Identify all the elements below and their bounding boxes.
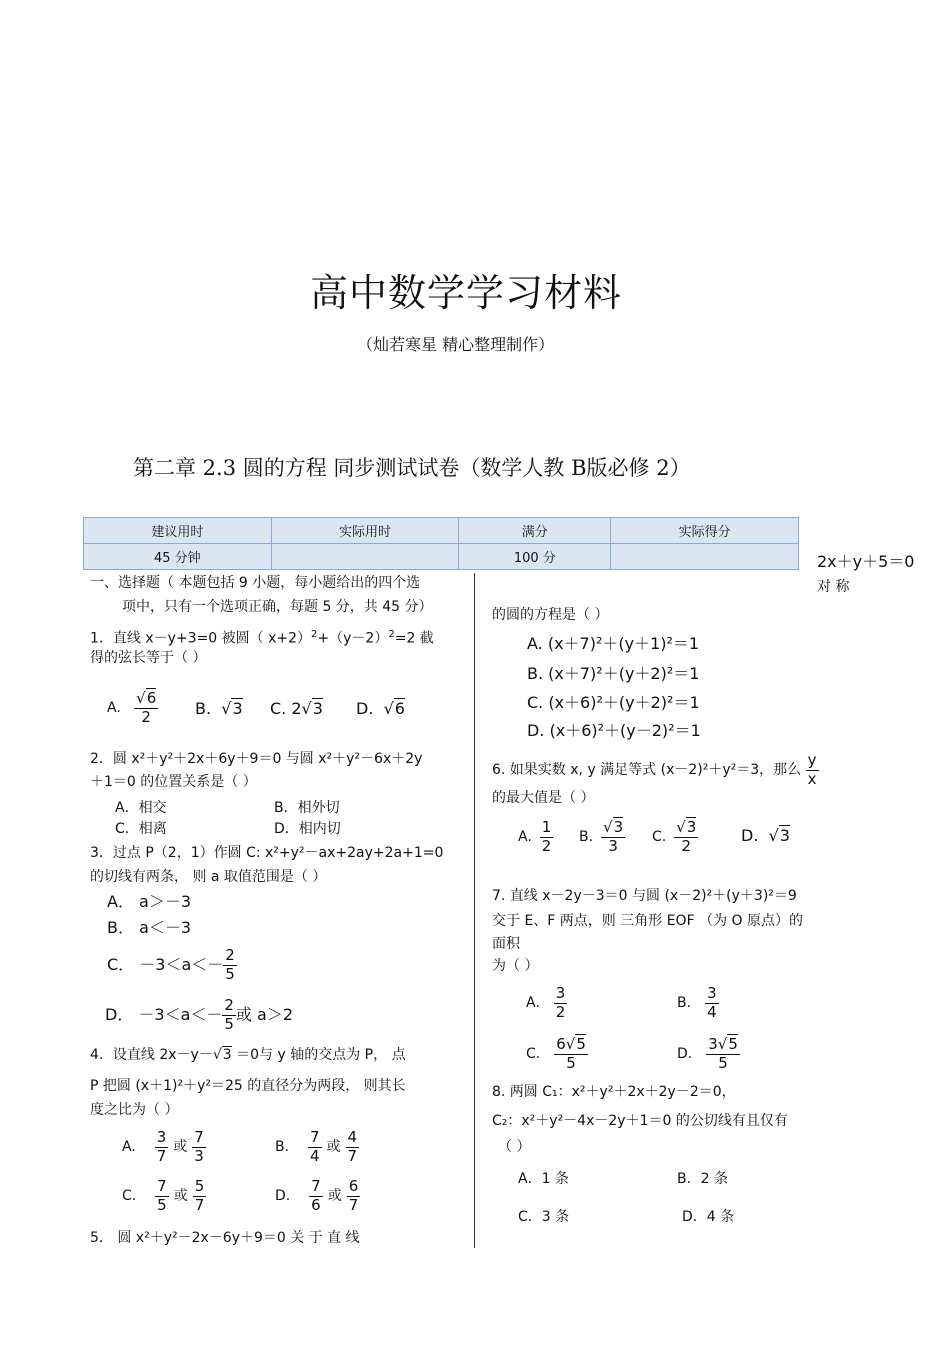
q8-option-d: D．4 条 — [682, 1209, 735, 1225]
q6-stem-line2: 的最大值是（ ） — [492, 790, 595, 806]
q7-option-d-label: D. — [677, 1046, 693, 1062]
header-actual-time: 实际用时 — [271, 518, 459, 544]
q7-option-c-label: C. — [526, 1046, 541, 1062]
q4-option-d: D. $\frac{7}{6}$ 或 $\frac{6}{7}$ — [275, 1177, 359, 1214]
q6-option-b: B. $\frac{√3}{3}$ — [579, 818, 624, 855]
q1-option-c: C. 2√3 — [270, 699, 323, 718]
q6-frac-d: x — [807, 769, 817, 788]
document-title: 高中数学学习材料 — [310, 271, 623, 315]
q5-option-b: B. (x＋7)²＋(y＋2)²＝1 — [527, 664, 700, 683]
q7-option-d: D. $\frac{3√5}{5}$ — [677, 1035, 738, 1072]
q4-stem-line1: 4．设直线 2x－y－√3 ＝0与 y 轴的交点为 P， 点 — [90, 1047, 406, 1063]
section-heading-line1: 一、选择题（ 本题包括 9 小题，每小题给出的四个选 — [90, 575, 421, 591]
value-actual-time — [271, 544, 459, 570]
q3-option-c-text: C． －3＜a＜－ — [107, 955, 224, 974]
q5-option-a: A. (x＋7)²＋(y＋1)²＝1 — [527, 634, 700, 653]
q1-text-c: =2 截 — [394, 630, 434, 647]
q3-option-b: B． a＜－3 — [107, 918, 192, 937]
q1-option-c-label: C. 2 — [270, 699, 302, 718]
q4-option-c: C. $\frac{7}{5}$ 或 $\frac{5}{7}$ — [122, 1177, 205, 1214]
q4-option-a: A. $\frac{3}{7}$ 或 $\frac{7}{3}$ — [122, 1128, 204, 1165]
q6-option-d: D. √3 — [741, 826, 790, 845]
q1-option-b: B. √3 — [195, 699, 243, 718]
q7-option-a-label: A. — [526, 995, 540, 1011]
q4-or: 或 — [173, 1188, 188, 1204]
q4-stem-line3: 度之比为（ ） — [90, 1102, 179, 1118]
q6-option-d-label: D. — [741, 826, 759, 845]
q4-stem-line2: P 把圆 (x＋1)²＋y²＝25 的直径分为两段， 则其长 — [90, 1078, 406, 1094]
header-actual-score: 实际得分 — [611, 518, 799, 544]
q1-option-b-label: B. — [195, 699, 212, 718]
q5-option-c: C. (x＋6)²＋(y＋2)²＝1 — [527, 693, 700, 712]
info-table — [83, 517, 799, 570]
q7-option-b: B. $\frac{3}{4}$ — [677, 984, 717, 1021]
q2-option-c: C．相离 — [115, 821, 167, 837]
q7-stem-line3: 面积 — [492, 936, 520, 952]
q4-option-b: B. $\frac{7}{4}$ 或 $\frac{4}{7}$ — [275, 1128, 358, 1165]
q1-option-d-label: D. — [356, 699, 374, 718]
q8-stem-line1: 8. 两圆 C₁：x²＋y²＋2x＋2y－2＝0， — [492, 1084, 736, 1100]
q3-option-d-text: D． －3＜a＜－ — [105, 1005, 223, 1024]
section-heading-line2: 项中，只有一个选项正确，每题 5 分，共 45 分） — [122, 599, 433, 615]
q2-stem-line2: ＋1＝0 的位置关系是（ ） — [90, 774, 257, 790]
q5-stem-line1: 5． 圆 x²＋y²－2x－6y＋9＝0 关 于 直 线 — [90, 1230, 360, 1246]
q3-option-a: A． a＞－3 — [107, 892, 192, 911]
q3-stem-line1: 3．过点 P（2，1）作圆 C: x²+y²－ax+2ay+2a+1=0 — [90, 845, 444, 861]
q2-option-d: D．相内切 — [274, 821, 341, 837]
chapter-heading: 第二章 2.3 圆的方程 同步测试试卷（数学人教 B版必修 2） — [133, 456, 691, 480]
document-subtitle: （灿若寒星 精心整理制作） — [357, 335, 555, 354]
q3-option-c: C． －3＜a＜－ $\frac{2}{5}$ — [107, 946, 235, 983]
q2-stem-line1: 2．圆 x²＋y²＋2x＋6y＋9＝0 与圆 x²＋y²－6x＋2y — [90, 751, 423, 767]
q4-option-c-label: C. — [122, 1188, 137, 1204]
q7-stem-line1: 7. 直线 x－2y－3＝0 与圆 (x－2)²＋(y＋3)²＝9 — [492, 888, 797, 904]
q7-option-a: A. $\frac{3}{2}$ — [526, 984, 566, 1021]
q4-option-a-label: A. — [122, 1139, 136, 1155]
q2-option-a: A．相交 — [115, 800, 167, 816]
q6-text: 6. 如果实数 x, y 满足等式 (x－2)²＋y²＝3，那么 — [492, 762, 802, 778]
q8-option-c: C．3 条 — [518, 1209, 570, 1225]
q7-stem-line2: 交于 E、F 两点，则 三角形 EOF （为 O 原点）的 — [492, 913, 803, 929]
q8-option-b: B．2 条 — [677, 1171, 728, 1187]
q7-option-b-label: B. — [677, 995, 692, 1011]
q1-stem-line2: 得的弦长等于（ ） — [90, 650, 207, 666]
q1-text-a: 1．直线 x－y+3=0 被圆（ x+2） — [90, 630, 312, 647]
q1-text-b: +（y－2） — [317, 630, 389, 647]
q2-option-b: B．相外切 — [274, 800, 340, 816]
q1-option-a: A. $\frac{√6}{2}$ — [107, 689, 157, 726]
q6-frac-n: y — [807, 751, 817, 770]
q4-or: 或 — [173, 1139, 188, 1155]
q8-stem-line2: C₂：x²＋y²－4x－2y＋1＝0 的公切线有且仅有 — [492, 1113, 788, 1129]
q5-symmetric-word: 对 称 — [817, 579, 850, 595]
q5-option-d: D. (x＋6)²＋(y－2)²＝1 — [527, 721, 701, 740]
value-suggested-time: 45 分钟 — [84, 544, 272, 570]
q5-line-equation: 2x＋y＋5＝0 — [817, 552, 915, 571]
q4-or: 或 — [326, 1139, 341, 1155]
q6-option-a: A. $\frac{1}{2}$ — [518, 818, 552, 855]
q7-stem-line4: 为（ ） — [492, 958, 539, 974]
q4-or: 或 — [327, 1188, 342, 1204]
q8-option-a: A．1 条 — [518, 1171, 569, 1187]
q4-text-a: 4．设直线 2x－y－ — [90, 1047, 213, 1063]
q6-option-c: C. $\frac{√3}{2}$ — [652, 818, 697, 855]
q7-option-c: C. $\frac{6√5}{5}$ — [526, 1035, 586, 1072]
q4-option-d-label: D. — [275, 1188, 291, 1204]
header-full-score: 满分 — [459, 518, 611, 544]
header-suggested-time: 建议用时 — [84, 518, 272, 544]
q6-stem-line1 — [492, 750, 819, 790]
q1-option-d: D. √6 — [356, 699, 405, 718]
q1-stem-line1: 1．直线 x－y+3=0 被圆（ $x+2)^2+(y-2)^2=2$ 截 — [90, 629, 434, 647]
q3-option-d: D． －3＜a＜－ $\frac{2}{5}$ 或 a＞2 — [105, 996, 294, 1033]
q6-option-a-label: A. — [518, 829, 532, 845]
q5-stem-line2: 的圆的方程是（ ） — [492, 607, 609, 623]
q4-text-b: ＝0与 y 轴的交点为 P， 点 — [236, 1047, 406, 1063]
value-actual-score — [611, 544, 799, 570]
column-divider — [474, 573, 475, 1248]
q8-stem-line3: （ ） — [498, 1139, 531, 1155]
q3-stem-line2: 的切线有两条， 则 a 取值范围是（ ） — [90, 869, 327, 885]
q6-option-c-label: C. — [652, 829, 667, 845]
value-full-score: 100 分 — [459, 544, 611, 570]
q3-option-d-tail: 或 a＞2 — [235, 1005, 294, 1024]
q1-option-a-label: A. — [107, 700, 121, 716]
q6-option-b-label: B. — [579, 829, 594, 845]
q4-option-b-label: B. — [275, 1139, 290, 1155]
